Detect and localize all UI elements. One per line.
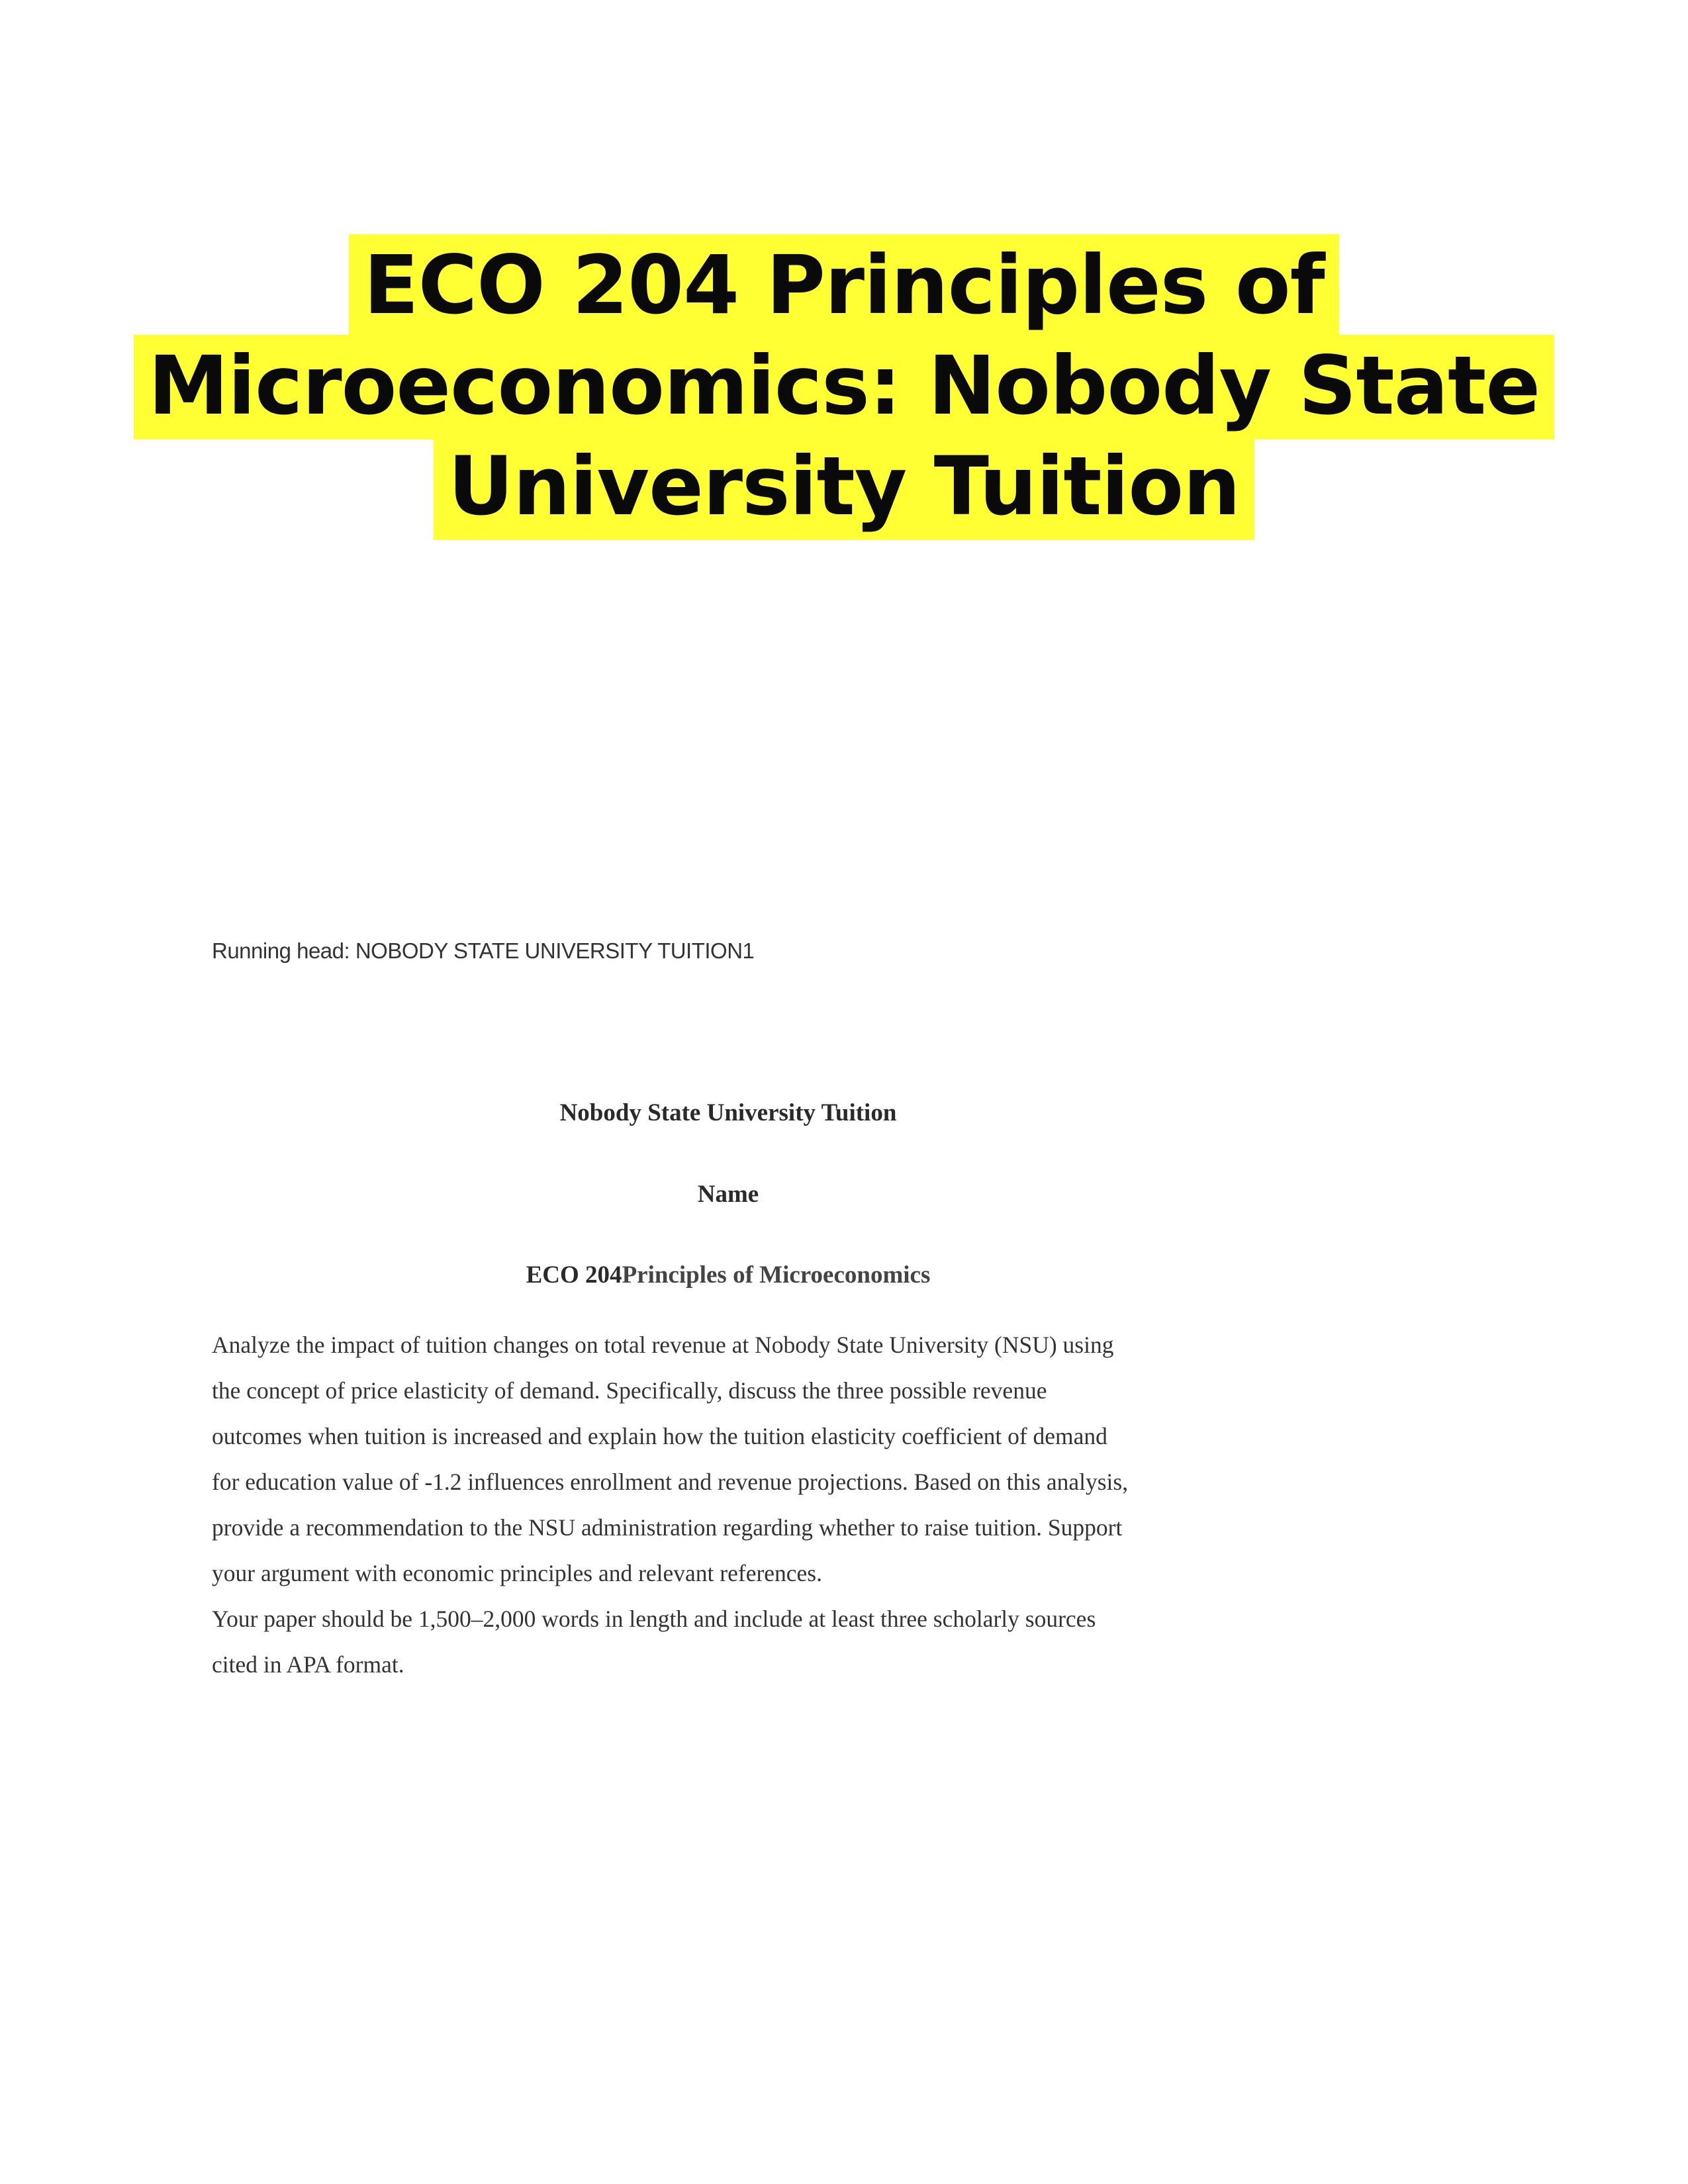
running-head: Running head: NOBODY STATE UNIVERSITY TUITION1 bbox=[212, 938, 755, 963]
paper-title: Nobody State University Tuition bbox=[559, 1099, 897, 1126]
assignment-prompt bbox=[212, 1322, 1284, 1688]
course-line bbox=[0, 1261, 1456, 1289]
prompt-line: outcomes when tuition is increased and explain how the tuition elasticity coefficient of demand bbox=[212, 1423, 1107, 1449]
author-name: Name bbox=[697, 1181, 759, 1208]
banner-title-line-3: University Tuition bbox=[0, 436, 1688, 537]
prompt-line: provide a recommendation to the NSU administration regarding whether to raise tuition. Support bbox=[212, 1514, 1123, 1541]
course-name: Principles of Microeconomics bbox=[622, 1261, 931, 1289]
prompt-paragraph-2 bbox=[212, 1596, 1284, 1688]
prompt-line: your argument with economic principles and relevant references. bbox=[212, 1560, 822, 1586]
prompt-line: cited in APA format. bbox=[212, 1651, 404, 1678]
course-code: ECO 204 bbox=[526, 1261, 622, 1289]
prompt-line: the concept of price elasticity of demand. Specifically, discuss the three possible revenue bbox=[212, 1377, 1047, 1404]
prompt-line: Your paper should be 1,500–2,000 words in length and include at least three scholarly sources bbox=[212, 1606, 1096, 1632]
banner-title-line-1: ECO 204 Principles of bbox=[0, 235, 1688, 336]
prompt-paragraph-1 bbox=[212, 1322, 1284, 1596]
banner-title-line-2: Microeconomics: Nobody State bbox=[0, 336, 1688, 436]
prompt-line: Analyze the impact of tuition changes on total revenue at Nobody State University (NSU) using bbox=[212, 1332, 1114, 1358]
prompt-line: for education value of -1.2 influences enrollment and revenue projections. Based on this analysis, bbox=[212, 1469, 1129, 1495]
